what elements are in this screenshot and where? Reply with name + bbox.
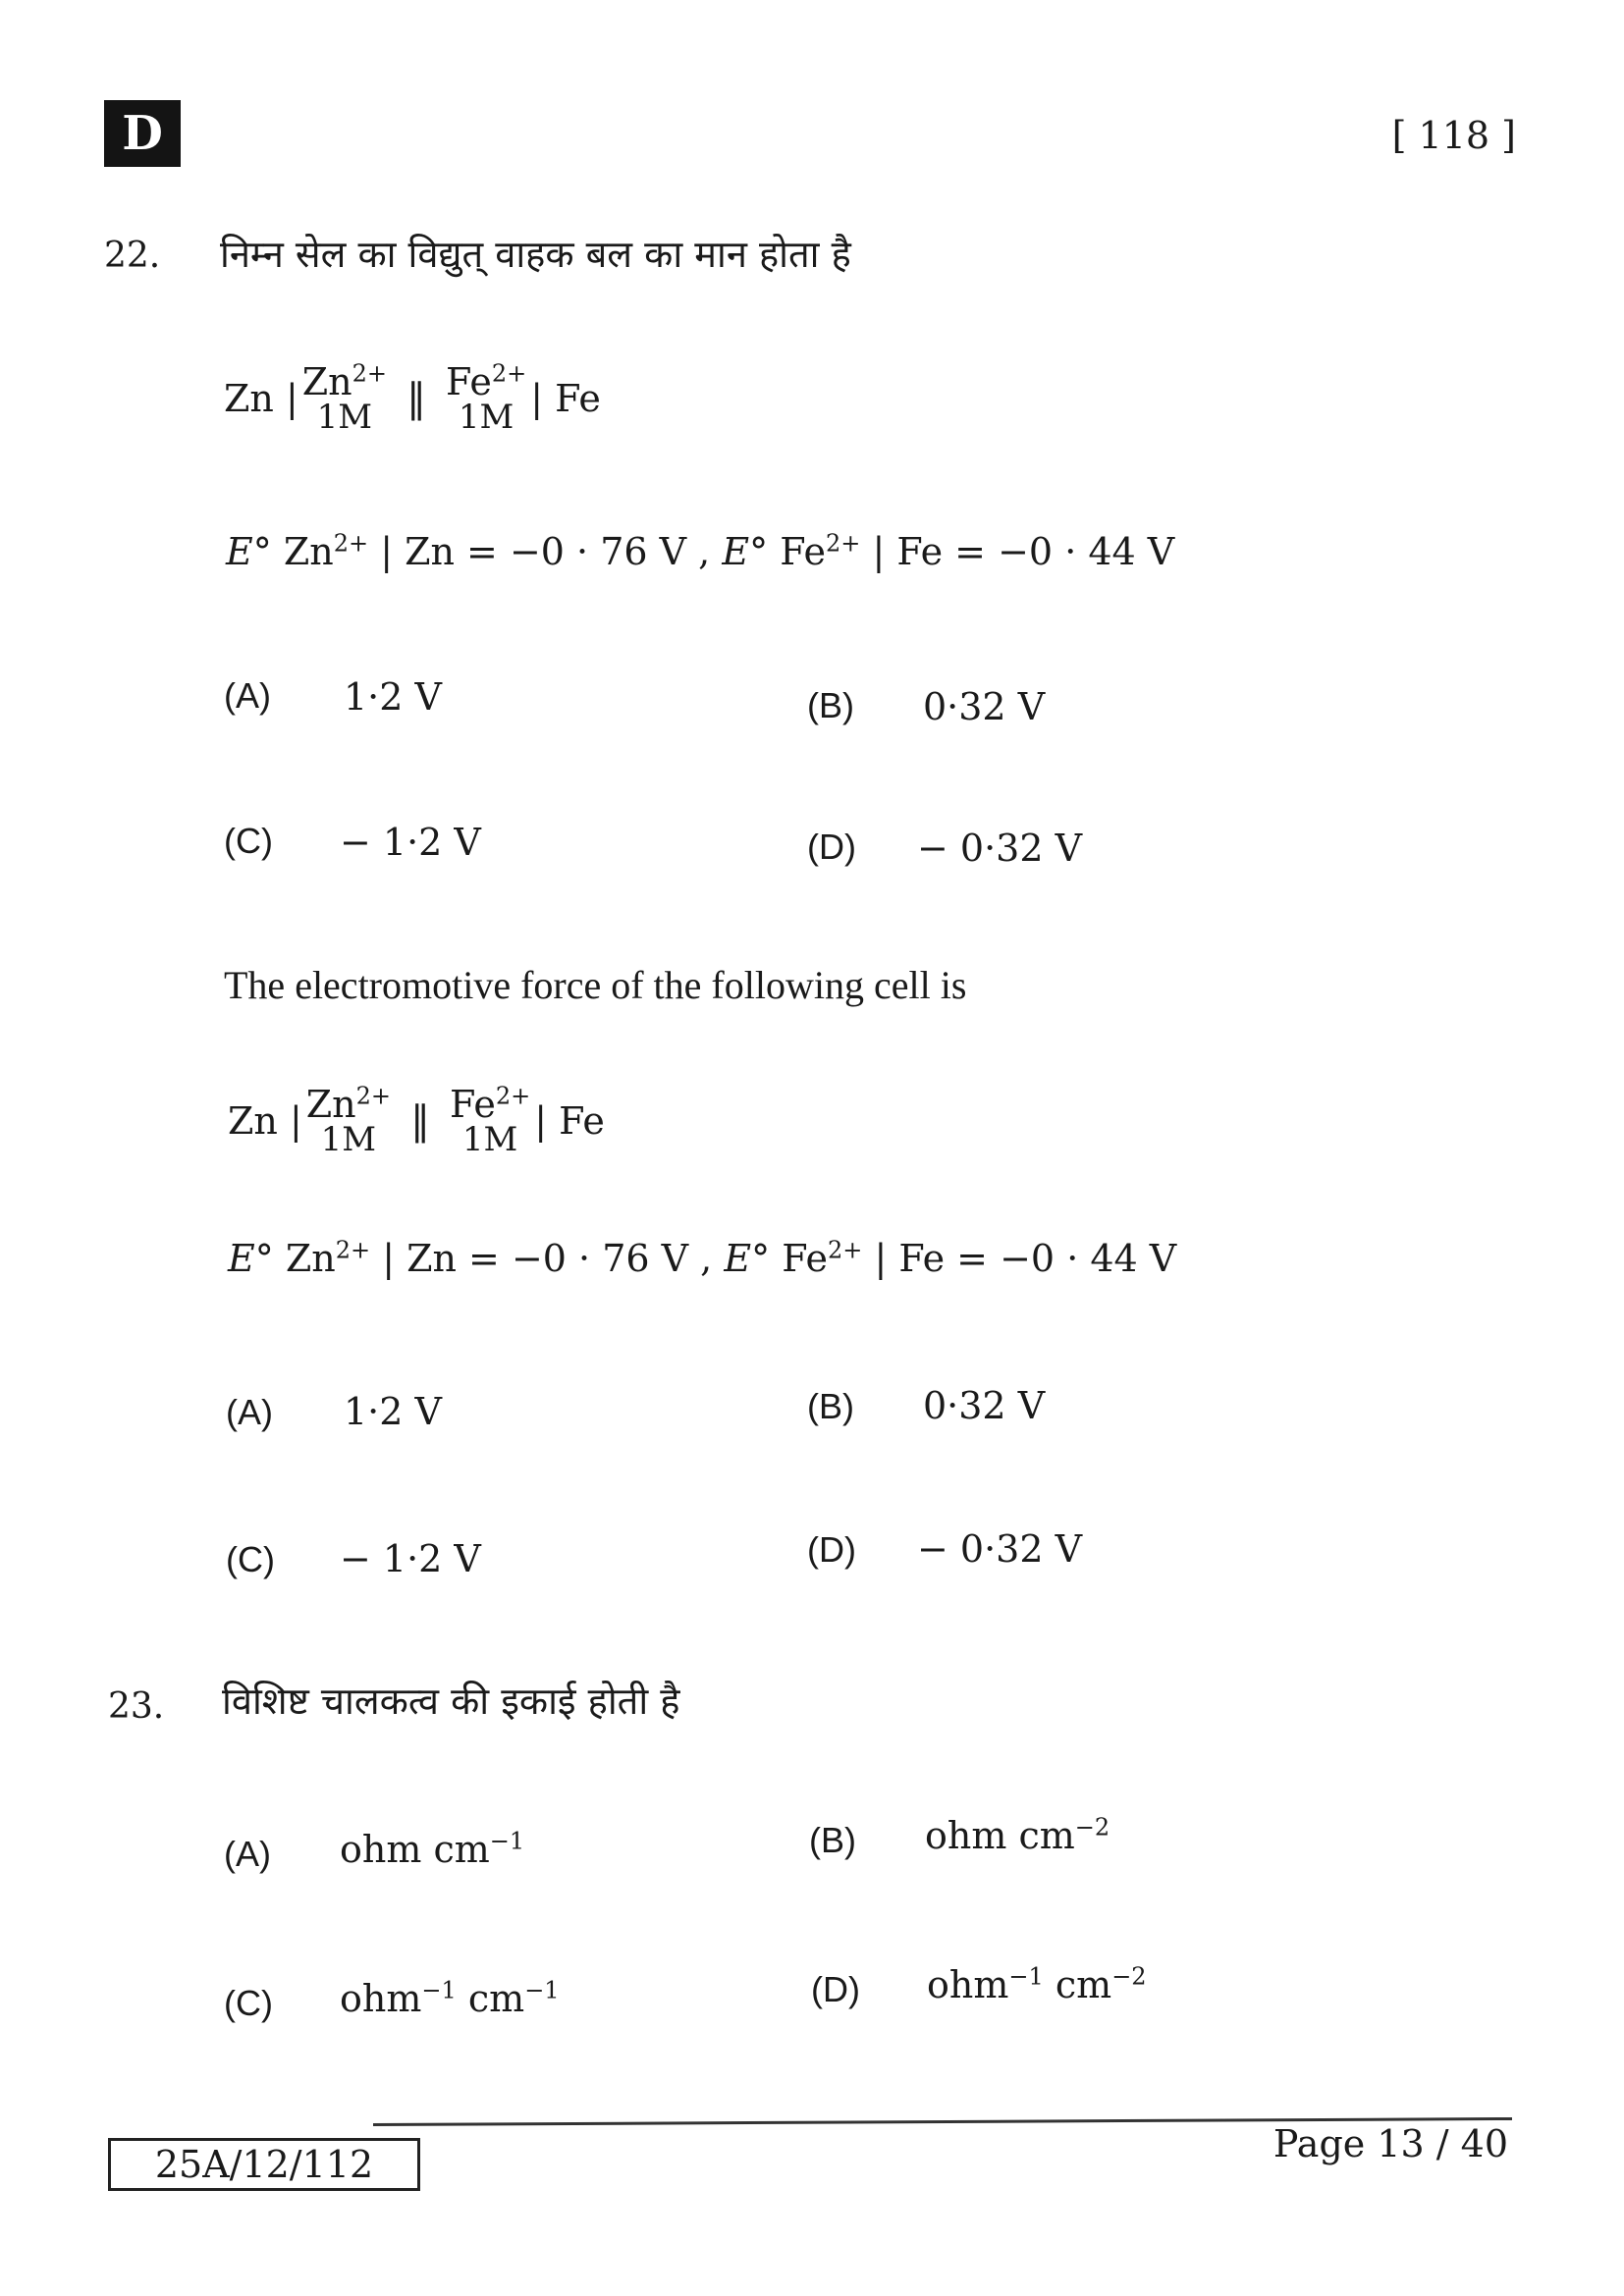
- question-text-hindi: निम्न सेल का विद्युत् वाहक बल का मान होता है: [220, 233, 851, 276]
- question-text-english: The electromotive force of the following cell is: [224, 963, 967, 1007]
- option-label: (A): [224, 1834, 271, 1874]
- option-label: (C): [224, 821, 273, 861]
- option-label: (C): [226, 1539, 275, 1579]
- cell-cathode: | Fe: [534, 1099, 605, 1143]
- option-value: ohm $cm^{-2}$: [925, 1813, 1110, 1857]
- option-value: 0·32 V: [923, 685, 1046, 728]
- option-label: (A): [226, 1392, 273, 1432]
- option-value: − 0·32 V: [917, 827, 1083, 870]
- series-badge: D: [104, 100, 181, 167]
- option-value: ohm$^{-1}$ $cm^{-2}$: [927, 1962, 1147, 2006]
- page-number: Page 13 / 40: [1272, 2122, 1508, 2165]
- cell-ion-zn: $Zn^{2+}$ 1M: [305, 1082, 392, 1159]
- option-value: ohm $cm^{-1}$: [340, 1827, 525, 1871]
- cell-cathode: | Fe: [530, 377, 601, 420]
- cell-anode: Zn |: [228, 1099, 302, 1143]
- salt-bridge: ‖: [406, 376, 427, 421]
- option-label: (B): [809, 1820, 856, 1860]
- option-value: 1·2 V: [344, 1390, 442, 1433]
- cell-ion-zn: $Zn^{2+}$ 1M: [301, 359, 388, 437]
- question-number: 22.: [104, 236, 161, 276]
- option-label: (D): [811, 1969, 860, 2009]
- cell-anode: Zn |: [224, 377, 298, 420]
- option-value: ohm$^{-1}$ $cm^{-1}$: [340, 1976, 560, 2020]
- salt-bridge: ‖: [410, 1098, 431, 1144]
- question-text-hindi: विशिष्ट चालकत्व की इकाई होती है: [222, 1680, 680, 1723]
- option-label: (B): [807, 1386, 854, 1426]
- option-label: (D): [807, 1529, 856, 1570]
- option-label: (C): [224, 1983, 273, 2023]
- option-value: − 1·2 V: [340, 1537, 481, 1580]
- option-label: (D): [807, 827, 856, 867]
- cell-ion-fe: $Fe^{2+}$ 1M: [446, 359, 527, 437]
- option-value: 0·32 V: [923, 1384, 1046, 1427]
- option-value: 1·2 V: [344, 675, 442, 719]
- cell-notation: [228, 1082, 605, 1159]
- electrode-potentials: E° $Zn^{2+}$ | Zn = −0 · 76 V , E° $Fe^{2+}$ | Fe = −0 · 44 V: [228, 1236, 1177, 1280]
- cell-ion-fe: $Fe^{2+}$ 1M: [450, 1082, 531, 1159]
- question-number: 23.: [108, 1686, 165, 1727]
- option-label: (B): [807, 685, 854, 725]
- option-label: (A): [224, 675, 271, 716]
- electrode-potentials: E° $Zn^{2+}$ | Zn = −0 · 76 V , E° $Fe^{2+}$ | Fe = −0 · 44 V: [226, 529, 1175, 573]
- paper-code: 25A/12/112: [108, 2138, 420, 2191]
- option-value: − 0·32 V: [917, 1527, 1083, 1571]
- cell-notation: [224, 359, 601, 437]
- option-value: − 1·2 V: [340, 821, 481, 864]
- question-code: [ 118 ]: [1391, 114, 1516, 157]
